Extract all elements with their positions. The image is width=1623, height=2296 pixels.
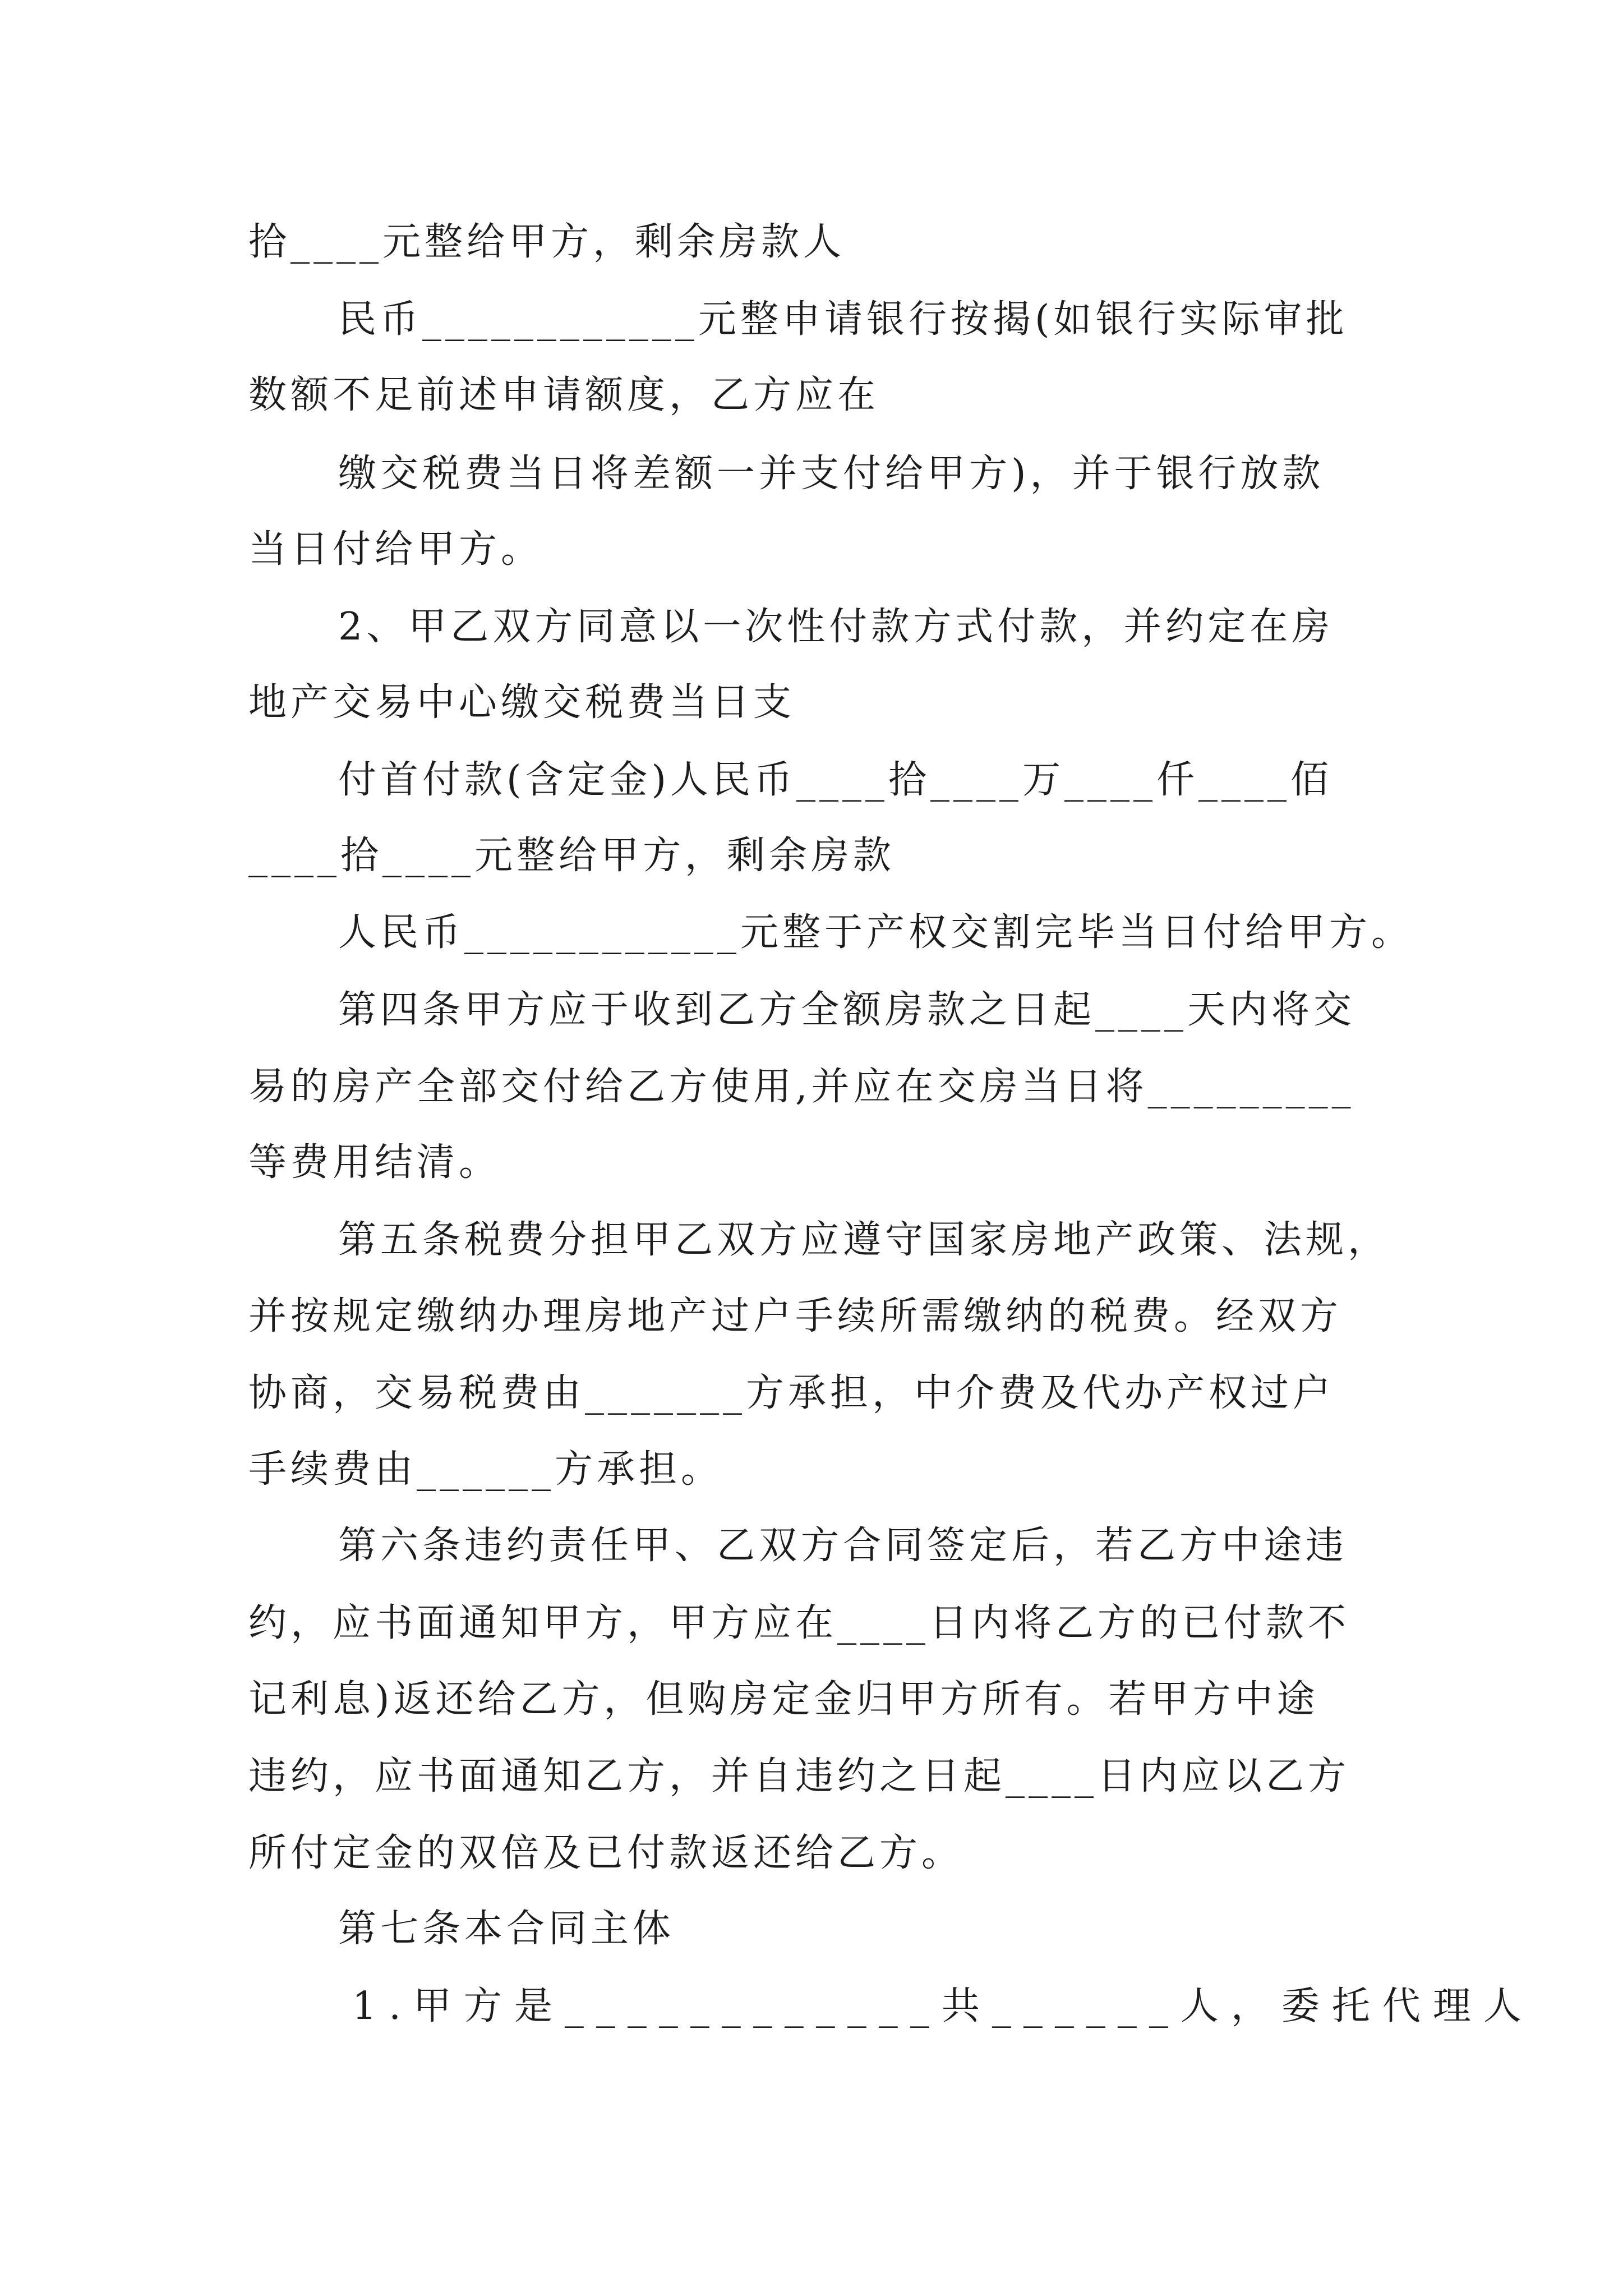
text-line: ____拾____元整给甲方，剩余房款 (248, 834, 896, 878)
text-line: 所付定金的双倍及已付款返还给乙方。 (248, 1831, 964, 1875)
text-line: 协商，交易税费由_______方承担，中介费及代办产权过户 (248, 1371, 1335, 1415)
text-line: 人民币____________元整于产权交割完毕当日付给甲方。 (338, 910, 1414, 955)
text-line: 民币____________元整申请银行按揭(如银行实际审批 (338, 297, 1348, 342)
text-line: 约，应书面通知甲方，甲方应在____日内将乙方的已付款不 (248, 1601, 1350, 1645)
text-line: 地产交易中心缴交税费当日支 (248, 680, 796, 725)
text-line: 第五条税费分担甲乙双方应遵守国家房地产政策、法规， (338, 1218, 1390, 1262)
text-line: 等费用结清。 (248, 1140, 501, 1185)
text-line: 第四条甲方应于收到乙方全额房款之日起____天内将交 (338, 988, 1356, 1032)
text-line: 违约，应书面通知乙方，并自违约之日起____日内应以乙方 (248, 1754, 1350, 1798)
text-line: 当日付给甲方。 (248, 527, 543, 572)
text-line: 手续费由______方承担。 (248, 1447, 723, 1492)
text-line: 1.甲方是____________共______人，委托代理人 (352, 1984, 1534, 2028)
text-line: 易的房产全部交付给乙方使用,并应在交房当日将_________ (248, 1065, 1355, 1109)
text-line: 第六条违约责任甲、乙双方合同签定后，若乙方中途违 (338, 1524, 1348, 1568)
text-line: 缴交税费当日将差额一并支付给甲方)，并于银行放款 (338, 452, 1325, 496)
text-line: 拾____元整给甲方，剩余房款人 (248, 220, 846, 264)
text-line: 数额不足前述申请额度，乙方应在 (248, 373, 880, 417)
text-line: 记利息)返还给乙方，但购房定金归甲方所有。若甲方中途 (248, 1677, 1319, 1722)
text-line: 第七条本合同主体 (338, 1907, 675, 1951)
text-line: 并按规定缴纳办理房地产过户手续所需缴纳的税费。经双方 (248, 1294, 1343, 1338)
text-line: 付首付款(含定金)人民币____拾____万____仟____佰 (338, 758, 1333, 802)
text-line: 2、甲乙双方同意以一次性付款方式付款，并约定在房 (338, 605, 1334, 649)
